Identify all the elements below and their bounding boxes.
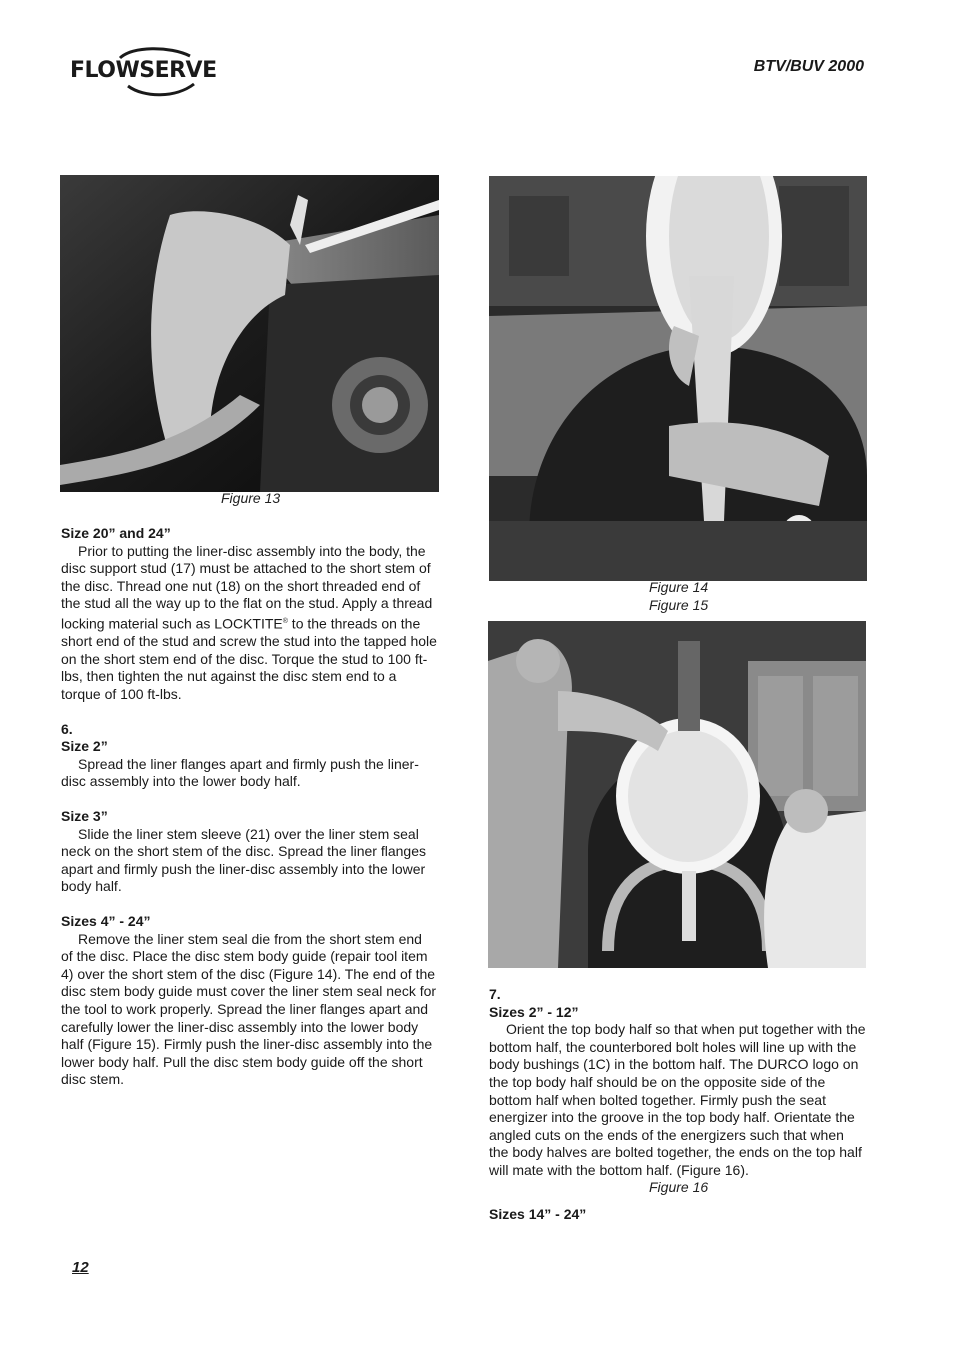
figure-14-caption: Figure 14 [649, 579, 709, 595]
section-heading-size-20-24: Size 20” and 24” [61, 525, 171, 541]
section-body-sizes-2-12: Orient the top body half so that when put together with the bottom half, the counterbored bolt holes will line up with the body bushings (1C) in the bottom half. The DURCO logo on the top body half should be on the opposite side of the bottom half when bolted together. Firmly push the seat energizer into the groove in the top body half. Orientate the angled cuts on the ends of the energizers such that when the body halves are bolted together, the ends on the top half will mate with the bottom half. (Figure 16). [489, 1021, 866, 1178]
section-heading-sizes-14-24: Sizes 14” - 24” [489, 1206, 587, 1222]
figure-13-photo [60, 175, 439, 492]
figure-13-caption: Figure 13 [221, 490, 281, 506]
document-code: BTV/BUV 2000 [753, 58, 864, 75]
figure-15-caption: Figure 15 [649, 597, 709, 613]
figure-16-caption: Figure 16 [649, 1179, 709, 1195]
registered-mark: ® [282, 617, 288, 625]
figure-14-photo [489, 176, 867, 581]
section-heading-sizes-4-24: Sizes 4” - 24” [61, 912, 151, 929]
logo-text: FLOWSERVE [70, 58, 217, 83]
page-number: 12 [72, 1259, 89, 1276]
figure-15-photo [488, 621, 866, 968]
section-heading-size-2: Size 2” [61, 738, 108, 755]
left-column [61, 525, 437, 1089]
right-column [489, 986, 866, 1180]
section-heading-size-3: Size 3” [61, 807, 108, 824]
flowserve-logo [70, 44, 215, 100]
step-6-number: 6. [61, 720, 73, 737]
section-heading-sizes-2-12: Sizes 2” - 12” [489, 1003, 579, 1020]
step-7-number: 7. [489, 986, 501, 1002]
section-body-size-3: Slide the liner stem sleeve (21) over the liner stem seal neck on the short stem of the disc. Spread the liner flanges apart and firmly push the liner-disc assembly into the lower body half. [61, 825, 426, 895]
section-body-size-2: Spread the liner flanges apart and firmly push the liner-disc assembly into the lower body half. [61, 755, 419, 790]
section-body-size-20-24: Prior to putting the liner-disc assembly into the body, the disc support stud (17) must be attached to the short stem of the disc. Thread one nut (18) on the short threaded end of the stud all the way up to the flat on the stud. Apply a thread locking material such as LOCKTITE® to the threads on the short end of the stud and screw the stud into the tapped hole on the short stem end of the disc. Torque the stud to 100 ft-lbs, then tighten the nut against the disc stem end to a torque of 100 ft-lbs. [61, 542, 437, 702]
section-body-sizes-4-24: Remove the liner stem seal die from the short stem end of the disc. Place the disc stem body guide (repair tool item 4) over the short stem of the disc (Figure 14). The end of the disc stem body guide must cover the liner stem seal neck for the tool to work properly. Spread the liner flanges apart and carefully lower the liner-disc assembly into the lower body half (Figure 15). Firmly push the liner-disc assembly into the lower body half. Pull the disc stem body guide off the short disc stem. [61, 930, 437, 1088]
